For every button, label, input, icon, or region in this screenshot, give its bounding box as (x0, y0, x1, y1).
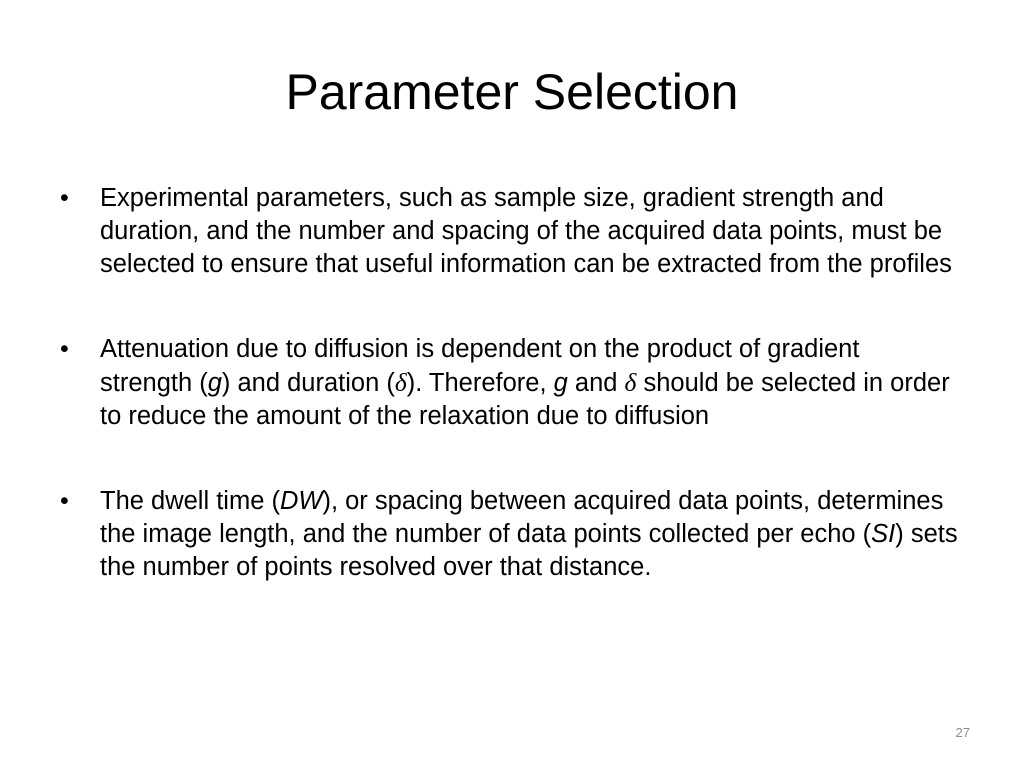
bullet-list (58, 182, 958, 584)
gradient-symbol: g (553, 369, 568, 397)
delta-symbol: δ (394, 368, 407, 397)
bullet-item-parameters (58, 182, 958, 281)
bullet-text-segment: should be selected in order to reduce the amount of the relaxation due to diffusion (100, 369, 950, 430)
slide-title: Parameter Selection (285, 64, 739, 120)
bullet-item-attenuation (58, 333, 958, 433)
bullet-text: Experimental parameters, such as sample size, gradient strength and duration, and the number and spacing of the acquired data points, must be selected to ensure that useful information can be extracted from the profiles (100, 184, 952, 278)
bullet-text-segment: ) and duration ( (221, 369, 395, 397)
bullet-text-segment: and (567, 369, 625, 397)
bullet-marker: • (60, 335, 69, 363)
bullet-marker: • (60, 184, 69, 212)
dwell-time-symbol: DW (279, 487, 323, 515)
bullet-text-segment: Attenuation due to diffusion is dependent on the product of gradient strength ( (100, 335, 860, 397)
bullet-text-segment: ) sets the number of points resolved over that distance. (100, 520, 958, 581)
si-symbol: SI (871, 520, 896, 548)
gradient-symbol: g (207, 369, 222, 397)
bullet-text-segment: The dwell time ( (100, 487, 280, 515)
bullet-text-segment: ), or spacing between acquired data points, determines the image length, and the number of data points collected per echo ( (100, 487, 944, 548)
bullet-text-segment: ). Therefore, (406, 369, 554, 397)
page-number: 27 (955, 725, 970, 740)
delta-symbol: δ (624, 368, 637, 397)
bullet-item-dwell-time (58, 485, 958, 584)
bullet-marker: • (60, 487, 69, 515)
